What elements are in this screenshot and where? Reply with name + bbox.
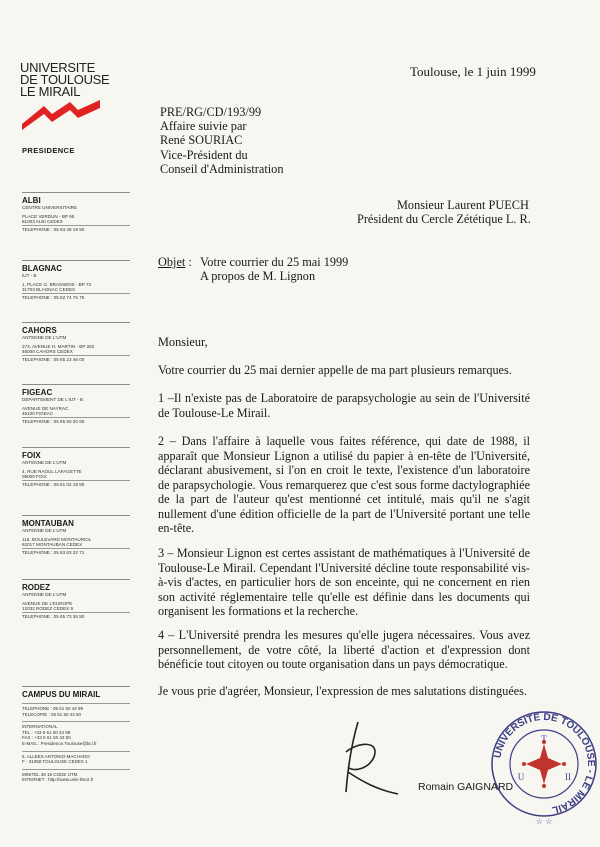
- signer-name: Romain GAIGNARD: [418, 781, 514, 793]
- logo-line: LE MIRAIL: [20, 84, 81, 99]
- department-label: PRESIDENCE: [22, 146, 75, 155]
- location-sub: ANTENNE DE L'UTM: [22, 335, 67, 340]
- closing: Je vous prie d'agréer, Monsieur, l'expression de mes salutations distinguées.: [158, 684, 527, 698]
- campus-line: TELECOPIE : 05 61 50 43 50: [22, 711, 82, 717]
- sidebar-location-3: [22, 384, 130, 425]
- logo-line: UNIVERSITE: [20, 60, 96, 75]
- paragraph: 2 – Dans l'affaire à laquelle vous faites référence, qui date de 1988, il apparaît que Monsieur Lignon a utilisé du papier à en-tête de l'Université, déclarant abusivement, si l'on en croit le texte, l'existence d'un laboratoire de parapsychologie. Vous remarquerez que c'est sous forme dactylographiée de la part de l'auteur qu'est mentionné cet intitulé, mais qu'il ne s'agit nullement d'une édition officielle de la part de l'Université portant une telle en-tête.: [158, 434, 530, 535]
- recipient-name: Monsieur Laurent PUECH: [397, 198, 529, 212]
- paragraph: 3 – Monsieur Lignon est certes assistant de mathématiques à l'Université de Toulouse-Le Mirail. Cependant l'Université décline toute responsabilité vis-à-vis d'actes, en particulier hors de son enceinte, qui ne concernent en rien son activité réglementaire telle qu'elle est définie dans les documents qui organisent les formations et la recherche.: [158, 546, 530, 618]
- location-name: RODEZ: [22, 583, 50, 592]
- location-sub: ANTENNE DE L'UTM: [22, 592, 67, 597]
- campus-line: 5, ALLEES ANTONIO-MACHADO: [22, 753, 90, 759]
- location-name: FOIX: [22, 451, 41, 460]
- campus-line: FAX : +33 5 61 50 43 50: [22, 735, 71, 741]
- location-line: TELEPHONE : 05 63 63 32 71: [22, 550, 85, 556]
- sidebar-location-6: [22, 579, 130, 620]
- logo-line: DE TOULOUSE: [20, 72, 110, 87]
- campus-block: [22, 686, 130, 783]
- recipient-block: [357, 198, 531, 226]
- location-line: 12032 RODEZ CEDEX 9: [22, 606, 130, 613]
- location-line: TELEPHONE : 05 65 23 46 00: [22, 357, 85, 363]
- campus-line: MINITEL 36 16 CODE UTM: [22, 771, 78, 777]
- objet-line: Votre courrier du 25 mai 1999: [200, 255, 349, 269]
- reference-line: Conseil d'Administration: [160, 161, 284, 176]
- sidebar-location-5: [22, 515, 130, 556]
- reference-block: [160, 105, 283, 176]
- objet-line: A propos de M. Lignon: [200, 269, 316, 284]
- objet-label: Objet: [158, 255, 186, 269]
- location-line: 4, RUE RAOUL LAFAGETTE: [22, 468, 82, 474]
- campus-line: INTERNATIONAL: [22, 724, 58, 730]
- campus-line: F - 31058 TOULOUSE CEDEX 1: [22, 759, 88, 765]
- seal-letter: T: [541, 734, 547, 744]
- location-line: 1, PLACE G. BRASSENS - BP 73: [22, 281, 92, 287]
- location-line: 09000 FOIX: [22, 474, 130, 481]
- location-name: FIGEAC: [22, 388, 53, 397]
- location-line: AVENUE DE L'EUROPE: [22, 600, 73, 606]
- location-sub: DEPARTEMENT DE L'IUT - B: [22, 397, 84, 402]
- location-line: 46100 FIGEAC: [22, 411, 130, 418]
- sidebar-location-1: [22, 260, 130, 301]
- objet-lines: [200, 255, 348, 283]
- location-line: PLACE VERDUN - BP 95: [22, 213, 75, 219]
- location-line: 82017 MONTAUBAN CEDEX: [22, 542, 130, 549]
- location-name: MONTAUBAN: [22, 519, 74, 528]
- location-sub: ANTENNE DE L'UTM: [22, 528, 67, 533]
- letter-date: Toulouse, le 1 juin 1999: [410, 64, 536, 79]
- svg-text:☆ ☆: ☆ ☆: [535, 817, 553, 826]
- location-line: TELEPHONE : 05 65 50 20 60: [22, 419, 85, 425]
- seal-letter: U: [517, 772, 525, 782]
- location-line: 46000 CAHORS CEDEX: [22, 349, 130, 356]
- objet-row: [158, 255, 192, 269]
- location-line: TELEPHONE : 05 61 02 19 80: [22, 482, 85, 488]
- reference-line: Vice-Président du: [160, 147, 248, 162]
- location-name: CAHORS: [22, 326, 57, 335]
- sidebar-location-4: [22, 447, 130, 488]
- campus-line: E-MAIL : Presidence.Toulouse@bci.fr: [22, 740, 97, 746]
- seal-text: UNIVERSITE DE TOULOUSE - LE MIRAIL: [492, 711, 597, 816]
- location-name: BLAGNAC: [22, 264, 62, 273]
- sidebar-location-2: [22, 322, 130, 363]
- reference-line: PRE/RG/CD/193/99: [160, 105, 262, 119]
- reference-line: Affaire suivie par: [160, 119, 247, 134]
- sidebar-location-0: [22, 192, 130, 233]
- reference-line: René SOURIAC: [160, 133, 243, 148]
- salutation: Monsieur,: [158, 335, 208, 349]
- location-sub: IUT - B: [22, 273, 37, 278]
- location-line: TELEPHONE : 05 62 74 75 75: [22, 295, 85, 301]
- university-seal-icon: [488, 700, 600, 830]
- university-logo: [20, 62, 115, 98]
- recipient-title: Président du Cercle Zététique L. R.: [357, 212, 531, 227]
- campus-line: INTERNET : http://www.univ-tlse2.fr: [22, 777, 94, 783]
- objet-separator: :: [185, 255, 192, 269]
- campus-name: CAMPUS DU MIRAIL: [22, 690, 101, 699]
- paragraph: Votre courrier du 25 mai dernier appelle de ma part plusieurs remarques.: [158, 363, 512, 377]
- location-sub: ANTENNE DE L'UTM: [22, 460, 67, 465]
- handwritten-signature: [318, 712, 408, 802]
- location-line: 81003 ALBI CEDEX: [22, 219, 130, 226]
- campus-line: TEL : +33 5 61 50 44 99: [22, 729, 71, 735]
- seal-letter: II: [565, 772, 571, 782]
- location-line: AVENUE DE NAYRAC: [22, 405, 69, 411]
- location-line: 116, BOULEVARD MONTAURIOL: [22, 536, 92, 542]
- location-line: TELEPHONE : 05 65 73 36 50: [22, 614, 85, 620]
- paragraph: 4 – L'Université prendra les mesures qu'elle jugera nécessaires. Vous avez personnellement, de votre côté, la liberté d'action et d'expression dont bénéficie tout citoyen ou toute organisation dans un pays démocratique.: [158, 628, 530, 671]
- location-line: 31703 BLAGNAC CEDEX: [22, 287, 130, 294]
- location-sub: CENTRE UNIVERSITAIRE: [22, 205, 78, 210]
- location-name: ALBI: [22, 196, 41, 205]
- location-line: 273, AVENUE H. MARTIN - BP 282: [22, 343, 95, 349]
- paragraph: 1 –Il n'existe pas de Laboratoire de parapsychologie au sein de l'Université de Toulouse-Le Mirail.: [158, 391, 530, 420]
- logo-zigzag-icon: [22, 100, 102, 130]
- location-line: TELEPHONE : 05 63 48 19 50: [22, 227, 85, 233]
- campus-line: TELEPHONE : 05 61 50 44 99: [22, 706, 84, 711]
